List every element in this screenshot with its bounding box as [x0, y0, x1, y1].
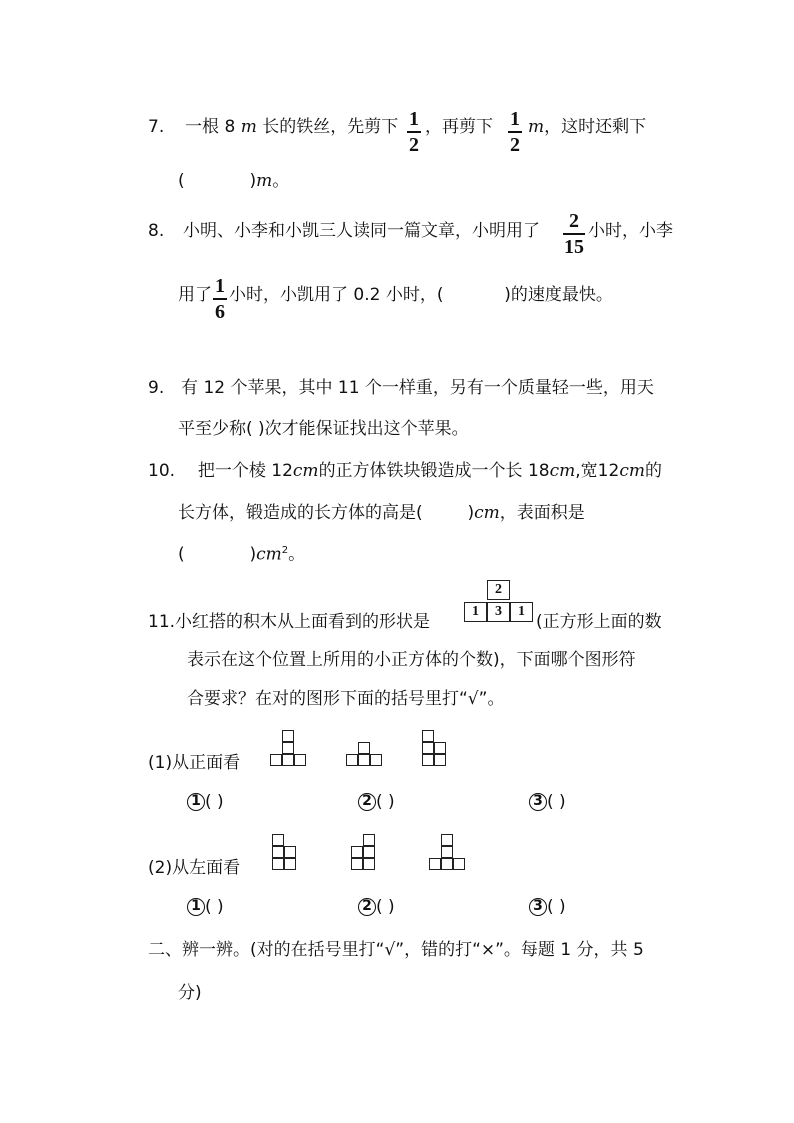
q9-line1: 9. 有 12 个苹果，其中 11 个一样重，另有一个质量轻一些，用天	[148, 378, 654, 398]
q10-line3: ( )$cm^2$。	[178, 544, 306, 565]
q7-number: 7.	[148, 117, 165, 137]
q8-line2-b: 小时，小凯用了 0.2 小时，( )的速度最快。	[229, 285, 613, 305]
q9-line2: 平至少称( )次才能保证找出这个苹果。	[178, 419, 469, 439]
q9-number: 9.	[148, 378, 165, 398]
top-view-cell: 1	[510, 602, 533, 622]
choice-1-front[interactable]: 1 ( )	[187, 793, 224, 811]
q11-line1: 11.小红搭的积木从上面看到的形状是	[148, 612, 431, 632]
circled-number-2: 2	[358, 793, 376, 811]
circled-number-3: 3	[529, 898, 547, 916]
circled-number-1: 1	[187, 898, 205, 916]
q8-line2: 用了	[178, 285, 212, 305]
section2-heading-cont: 分)	[178, 983, 202, 1003]
q10-number: 10.	[148, 461, 176, 481]
fraction-half-1: 1 2	[409, 108, 419, 156]
q10-line2: 长方体，锻造成的长方体的高是( )cm，表面积是	[178, 503, 585, 523]
q11-line2: 表示在这个位置上所用的小正方体的个数)，下面哪个图形符	[187, 650, 636, 670]
section2-heading: 二、辨一辨。(对的在括号里打“√”，错的打“×”。每题 1 分，共 5	[148, 940, 644, 960]
part1-label: (1)从正面看	[148, 753, 241, 773]
circled-number-1: 1	[187, 793, 205, 811]
fraction-1-6: 1 6	[215, 275, 225, 323]
q7-line1: 7. 一根 8 m 长的铁丝，先剪下	[148, 117, 399, 137]
q7-line2: ( )m。	[178, 171, 290, 191]
q11-number: 11.	[148, 612, 176, 632]
q7-line1-c: m，这时还剩下	[528, 117, 647, 137]
fraction-2-15: 2 15	[564, 210, 584, 258]
q7-line1-b: ，再剪下	[425, 117, 493, 137]
circled-number-3: 3	[529, 793, 547, 811]
unit-m: m	[240, 117, 257, 137]
top-view-cell: 3	[487, 602, 510, 622]
choice-1-left[interactable]: 1 ( )	[187, 898, 224, 916]
top-view-cell: 2	[487, 580, 510, 600]
q10-line1: 10. 把一个棱 12cm的正方体铁块锻造成一个长 18cm,宽12cm的	[148, 461, 662, 481]
q11-line1-b: (正方形上面的数	[536, 612, 662, 632]
circled-number-2: 2	[358, 898, 376, 916]
choice-3-left[interactable]: 3 ( )	[529, 898, 566, 916]
q8-line1: 8. 小明、小李和小凯三人读同一篇文章，小明用了	[148, 221, 541, 241]
q11-line3: 合要求？在对的图形下面的括号里打“√”。	[187, 689, 505, 709]
choice-3-front[interactable]: 3 ( )	[529, 793, 566, 811]
q8-number: 8.	[148, 221, 165, 241]
choice-2-front[interactable]: 2 ( )	[358, 793, 395, 811]
fraction-half-2: 1 2	[510, 108, 520, 156]
part2-label: (2)从左面看	[148, 858, 241, 878]
q8-line1-end: 小时，小李	[588, 221, 673, 241]
choice-2-left[interactable]: 2 ( )	[358, 898, 395, 916]
top-view-cell: 1	[464, 602, 487, 622]
